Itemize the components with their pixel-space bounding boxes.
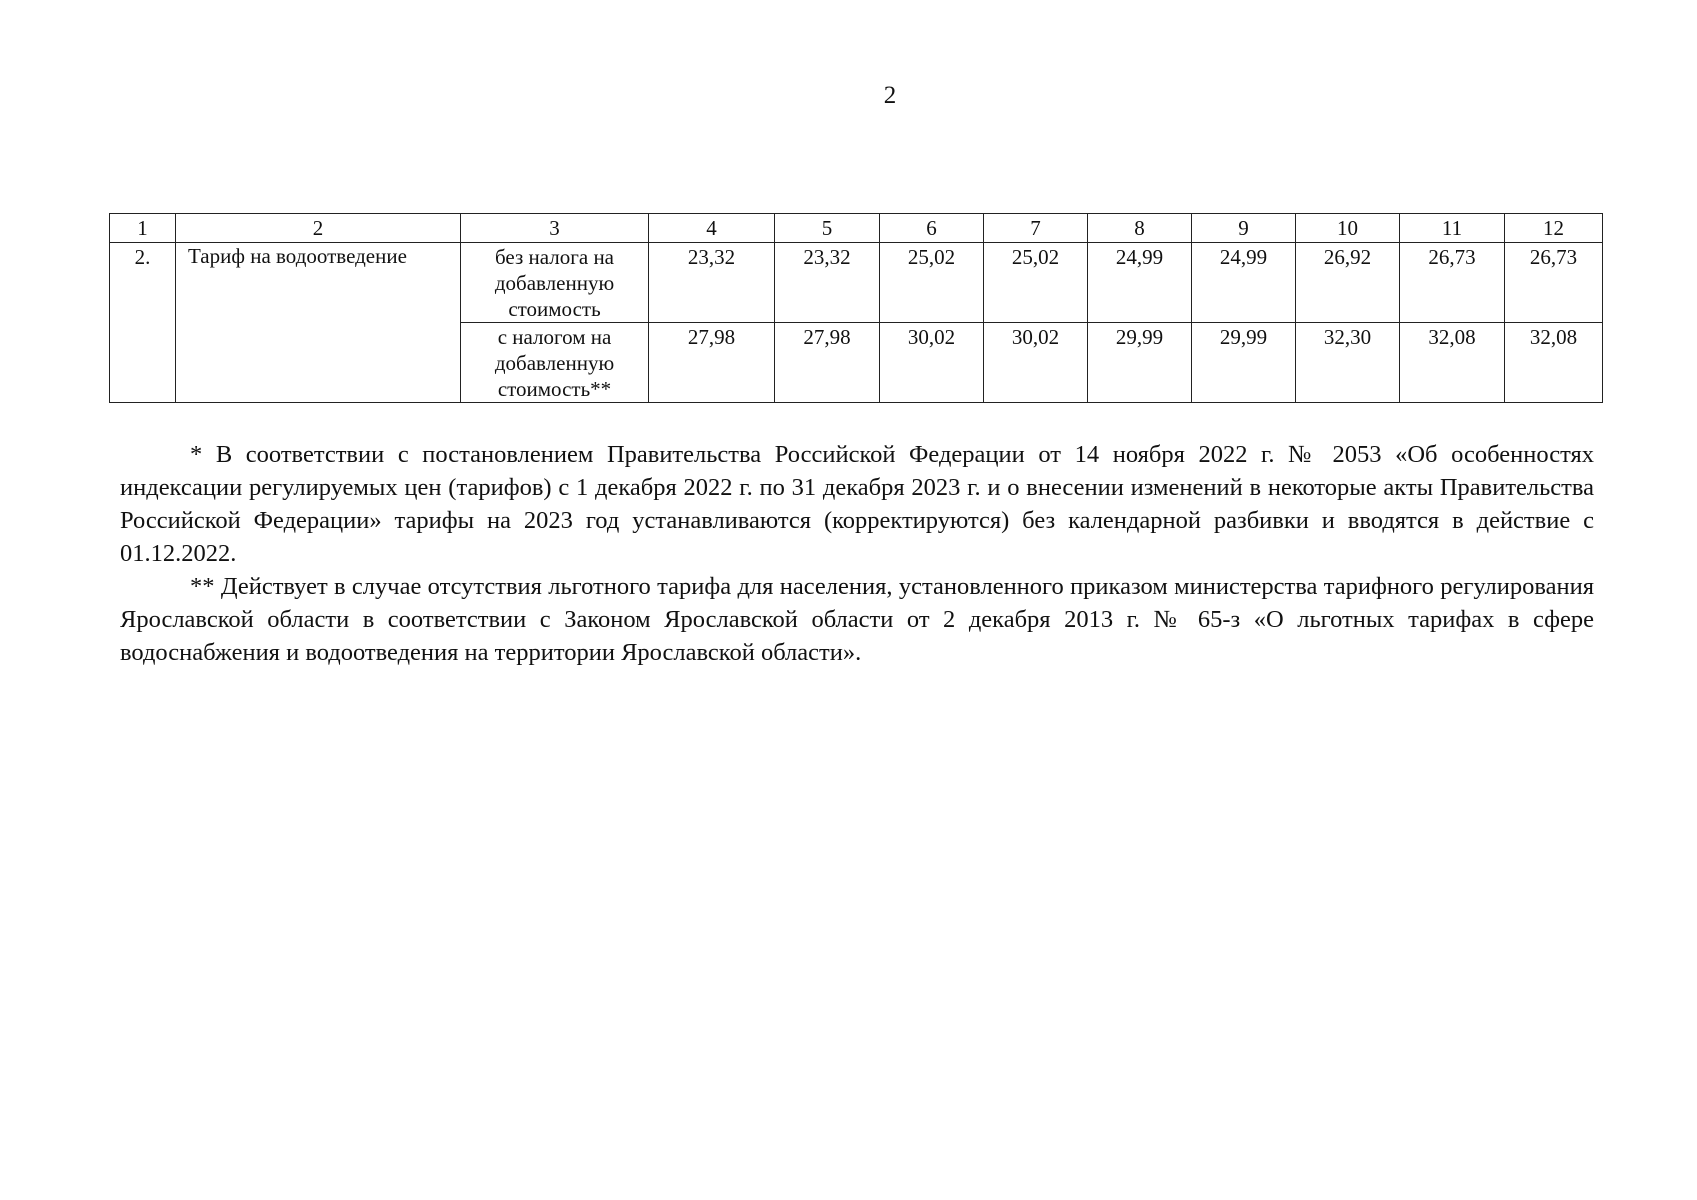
header-cell: 6	[880, 214, 984, 243]
header-cell: 1	[110, 214, 176, 243]
header-cell: 5	[775, 214, 880, 243]
tariff-value: 32,08	[1505, 323, 1603, 403]
footnote-2: ** Действует в случае отсутствия льготного тарифа для населения, установленного приказом министерства тарифного регулирования Ярославской области в соответствии с Законом Ярославской области от 2 декабря 2013 г. № 65-з «О льготных тарифах в сфере водоснабжения и водоотведения на территории Ярославской области».	[120, 573, 1594, 666]
tariff-value: 26,73	[1400, 243, 1505, 323]
tariff-value: 32,08	[1400, 323, 1505, 403]
header-cell: 10	[1296, 214, 1400, 243]
tariff-value: 24,99	[1192, 243, 1296, 323]
tariff-value: 24,99	[1088, 243, 1192, 323]
tariff-value: 30,02	[984, 323, 1088, 403]
header-cell: 9	[1192, 214, 1296, 243]
tariff-table	[109, 213, 1603, 403]
tariff-value: 27,98	[775, 323, 880, 403]
tariff-value: 30,02	[880, 323, 984, 403]
tariff-value: 29,99	[1192, 323, 1296, 403]
tariff-value: 25,02	[984, 243, 1088, 323]
header-cell: 3	[461, 214, 649, 243]
page-number: 2	[883, 82, 897, 109]
header-cell: 12	[1505, 214, 1603, 243]
header-cell: 2	[176, 214, 461, 243]
tariff-value: 25,02	[880, 243, 984, 323]
footnotes	[120, 438, 1594, 669]
tariff-value: 23,32	[649, 243, 775, 323]
vat-excluded-label: без налога на добавленную стоимость	[461, 243, 649, 323]
header-cell: 4	[649, 214, 775, 243]
tariff-value: 32,30	[1296, 323, 1400, 403]
header-cell: 11	[1400, 214, 1505, 243]
header-cell: 8	[1088, 214, 1192, 243]
table-header-row	[110, 214, 1603, 243]
header-cell: 7	[984, 214, 1088, 243]
tariff-value: 26,73	[1505, 243, 1603, 323]
tariff-value: 29,99	[1088, 323, 1192, 403]
vat-included-label: с налогом на добавленную стоимость**	[461, 323, 649, 403]
tariff-value: 26,92	[1296, 243, 1400, 323]
tariff-value: 23,32	[775, 243, 880, 323]
table-row	[110, 243, 1603, 323]
service-name: Тариф на водоотведение	[176, 243, 461, 403]
tariff-value: 27,98	[649, 323, 775, 403]
row-number: 2.	[110, 243, 176, 403]
footnote-1: * В соответствии с постановлением Правительства Российской Федерации от 14 ноября 2022 г. № 2053 «Об особенностях индексации регулируемых цен (тарифов) с 1 декабря 2022 г. по 31 декабря 2023 г. и о внесении изменений в некоторые акты Правительства Российской Федерации» тарифы на 2023 год устанавливаются (корректируются) без календарной разбивки и вводятся в действие с 01.12.2022.	[120, 441, 1594, 567]
